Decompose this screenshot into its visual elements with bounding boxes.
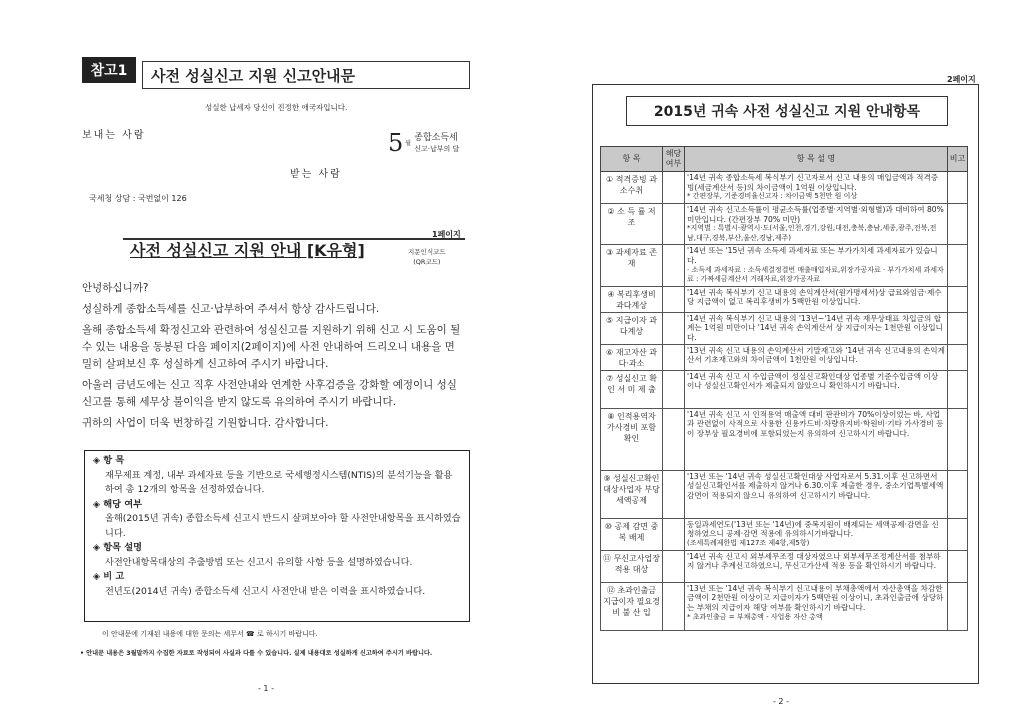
- item-name: ④ 복리후생비 과다계상: [601, 286, 663, 312]
- logo-line1: 종합소득세: [414, 132, 458, 143]
- paragraph: 귀하의 사업이 더욱 번창하길 기원합니다. 감사합니다.: [82, 417, 329, 429]
- item-desc: '14년 귀속 종합소득세 복식부기 신고자로서 신고 내용의 매입금액과 적격증빙(세금계산서 등)의 차이금액이 1억원 이상입니다.: [687, 173, 939, 192]
- note-cell: [948, 245, 968, 286]
- legend-heading: ◈ 비 고: [93, 571, 125, 582]
- sender-label: 보내는 사람: [82, 130, 146, 141]
- page-number: - 1 -: [258, 684, 274, 693]
- item-name: ⑨ 성실신고확인 대상사업자 부당세액공제: [601, 470, 663, 518]
- tagline: 성실한 납세자 당신이 진정한 애국자입니다.: [205, 103, 348, 112]
- item-desc-cell: [685, 286, 948, 312]
- item-name: ⑥ 재고자산 과다·과소: [601, 344, 663, 370]
- item-name: ③ 과세자료 존 재: [601, 245, 663, 286]
- table-row: [601, 245, 968, 286]
- note-cell: [948, 582, 968, 630]
- item-desc-cell: [685, 204, 948, 245]
- applies-cell: [663, 286, 685, 312]
- page2-title: 2015년 귀속 사전 성실신고 지원 안내항목: [626, 96, 948, 126]
- logo-line2: 신고·납부의 달: [414, 144, 460, 153]
- item-note: * 초과인출금 = 부채총액 - 사업용 자산 총액: [687, 612, 823, 621]
- item-note: * 간편장부, 기준경비율신고자 : 차이금액 5천만 원 이상: [687, 192, 858, 201]
- item-note: · 소득세 과세자료 : 소득세결정결번 매출매입자료,위장가공자료 · 부가가치세 과세자료 : 가짜세금계산서 거래자료,위장가공자료: [687, 265, 944, 284]
- header-applies: 해당 여부: [663, 147, 685, 172]
- item-desc: '13년 귀속 신고 내용의 손익계산서 기말재고와 '14년 귀속 신고내용의 손익계산서 기초재고와의 차이금액이 1천만원 이상입니다.: [687, 345, 945, 365]
- note-cell: [948, 204, 968, 245]
- tax-month-logo: [388, 131, 459, 155]
- table-row: [601, 286, 968, 312]
- item-name: ⑦ 성실신고 확 인 서 미 제 출: [601, 370, 663, 408]
- consult-info: 국세청 상담 : 국번없이 126: [89, 194, 187, 203]
- applies-cell: [663, 408, 685, 470]
- item-desc-cell: [685, 344, 948, 370]
- applies-cell: [663, 312, 685, 344]
- item-note: *지역별 : 특별시·광역시·도(서울,인천,경기,강원,대전,충북,충남,세종,광주,전북,전남,대구,경북,부산,울산,경남,제주): [687, 224, 937, 242]
- item-desc: '14년 귀속 신고 시 수입금액이 성실신고확인대상 업종별 기준수입금액 이상이나 성실신고확인서가 제출되지 않았으니 확인하시기 바랍니다.: [687, 371, 939, 391]
- qr-line2: (QR코드): [413, 258, 441, 266]
- applies-cell: [663, 370, 685, 408]
- legend-heading: ◈ 항 목: [93, 455, 125, 466]
- item-name: ⑫ 초과인출금 지급이자 필요경비 불 산 입: [601, 582, 663, 630]
- item-desc-cell: [685, 582, 948, 630]
- item-name: ① 적격증빙 과소수취: [601, 172, 663, 204]
- reference-tag: 참고1: [82, 57, 136, 83]
- warning-note: • 안내문 내용은 3월말까지 수집한 자료로 작성되어 사실과 다를 수 있습니다. 실제 내용대로 성실하게 신고하여 주시기 바랍니다.: [80, 650, 433, 657]
- header-item: 항 목: [601, 147, 663, 172]
- table-row: [601, 470, 968, 518]
- item-desc-cell: [685, 172, 948, 204]
- note-cell: [948, 312, 968, 344]
- table-row: [601, 172, 968, 204]
- item-desc-cell: [685, 470, 948, 518]
- table-row: [601, 344, 968, 370]
- qr-code-label: [408, 247, 446, 267]
- table-row: [601, 582, 968, 630]
- reference-title: 사전 성실신고 지원 신고안내문: [142, 61, 470, 89]
- applies-cell: [663, 550, 685, 582]
- header-desc: 항 목 설 명: [685, 147, 948, 172]
- item-desc: '14년 귀속 복식부기 신고 내용의 손익계산서(원가명세서)상 급료와임금·제수당 지급액이 없고 복리후생비가 5백만원 이상입니다.: [687, 287, 942, 307]
- table-row: [601, 204, 968, 245]
- note-cell: [948, 408, 968, 470]
- item-desc-cell: [685, 370, 948, 408]
- notice-body: [82, 280, 462, 436]
- logo-month: 월: [405, 139, 412, 147]
- notice-title: 사전 성실신고 지원 안내 [K유형]: [130, 241, 365, 260]
- applies-cell: [663, 344, 685, 370]
- qr-line1: 지문인식코드: [408, 248, 446, 256]
- note-cell: [948, 370, 968, 408]
- item-name: ⑩ 공제 감면 중복 배제: [601, 518, 663, 550]
- item-desc: '14년 귀속 신고시 외부세무조정 대상자였으나 외부세무조정계산서를 첨부하지 않거나 추계신고하였으니, 무신고가산세 적용 등을 확인하시기 바랍니다.: [687, 551, 941, 571]
- items-table: [600, 146, 968, 631]
- note-cell: [948, 518, 968, 550]
- note-cell: [948, 470, 968, 518]
- item-desc-cell: [685, 518, 948, 550]
- applies-cell: [663, 582, 685, 630]
- table-row: [601, 312, 968, 344]
- item-desc-cell: [685, 245, 948, 286]
- note-cell: [948, 550, 968, 582]
- page2-label: 2페이지: [947, 75, 976, 84]
- paragraph: 성실하게 종합소득세를 신고·납부하여 주셔서 항상 감사드립니다.: [82, 303, 380, 315]
- legend-box: [84, 450, 470, 622]
- applies-cell: [663, 204, 685, 245]
- header-note: 비고: [948, 147, 968, 172]
- item-desc: 동일과세연도('13년 또는 '14년)에 중복지원이 배제되는 세액공제·감면을 신청하였으니 공제·감면 적용에 유의하시기바랍니다.: [687, 519, 939, 539]
- legend-heading: ◈ 항목 설명: [93, 542, 142, 553]
- item-desc-cell: [685, 550, 948, 582]
- item-name: ⑤ 지급이자 과다계상: [601, 312, 663, 344]
- logo-number: 5: [388, 129, 404, 157]
- item-desc: '13년 또는 '14년 귀속 복식부기 신고내용이 부채총액에서 자산총액을 차감한 금액이 2천만원 이상이고 지급이자가 5백만원 이상이니, 초과인출금에 상당하는 부채의 지급이자 해당 여부를 확인하시기 바랍니다.: [687, 583, 944, 612]
- page-number: - 2 -: [773, 697, 789, 706]
- item-desc: '14년 귀속 복식부기 신고 내용의 '13년~'14년 귀속 재무상태표 차입금의 합계는 1억원 미만이나 '14년 귀속 손익계산서 상 지급이자는 1천만원 이상입니다.: [687, 313, 943, 342]
- applies-cell: [663, 470, 685, 518]
- applies-cell: [663, 172, 685, 204]
- item-name: ⑧ 인적용역자 가사경비 포함 확인: [601, 408, 663, 470]
- item-desc-cell: [685, 312, 948, 344]
- contact-line: 이 안내문에 기재된 내용에 대한 문의는 세무서 ☎ 로 하시기 바랍니다.: [102, 630, 318, 638]
- applies-cell: [663, 518, 685, 550]
- page1-label: 1페이지: [432, 230, 461, 239]
- item-desc: '14년 귀속 신고 시 인적용역 매출액 대비 판관비가 70%이상이었는 바, 사업과 관련없이 사적으로 사용한 신용카드비·차량유지비·학원비·기타 가사경비 등이 장부상 필요경비에 포함되었는지 유의하여 신고하시기 바랍니다.: [687, 409, 944, 438]
- item-desc: '14년 귀속 신고소득률이 평균소득률(업종별·지역별·외형별)과 대비하여 80% 미만입니다. (간편장부 70% 미만): [687, 205, 944, 224]
- paragraph: 아울러 금년도에는 신고 직후 사전안내와 연계한 사후검증을 강화할 예정이니 성실신고를 통해 세무상 불이익을 받지 않도록 유의하여 주시기 바랍니다.: [82, 379, 457, 408]
- item-desc: '13년 또는 '14년 귀속 성실신고확인대상 사업자로서 5.31.이후 신고하면서 성실신고확인서를 제출하지 않거나 6.30.이후 제출한 경우, 중소기업특별세액감면이 적용되지 않으니 유의하여 신고하시기 바랍니다.: [687, 471, 944, 500]
- table-row: [601, 370, 968, 408]
- legend-desc: 사전안내항목대상의 추출방법 또는 신고시 유의할 사항 등을 설명하였습니다.: [105, 556, 413, 568]
- legend-heading: ◈ 해당 여부: [93, 498, 142, 510]
- paragraph: 올해 종합소득세 확정신고와 관련하여 성실신고를 지원하기 위해 신고 시 도움이 될 수 있는 내용을 동봉된 다음 페이지(2페이지)에 사전 안내하여 드리오니 내용을 면밀히 살펴보신 후 성실하게 신고하여 주시기 바랍니다.: [82, 324, 461, 370]
- table-row: [601, 550, 968, 582]
- note-cell: [948, 172, 968, 204]
- paragraph: 안녕하십니까?: [82, 282, 149, 294]
- item-desc-cell: [685, 408, 948, 470]
- table-row: [601, 408, 968, 470]
- note-cell: [948, 286, 968, 312]
- table-row: [601, 518, 968, 550]
- applies-cell: [663, 245, 685, 286]
- table-header-row: [601, 147, 968, 172]
- receiver-label: 받는 사람: [290, 169, 342, 180]
- legend-desc: 재무제표 계정, 내부 과세자료 등을 기반으로 국세행정시스템(NTIS)의 분석기능을 활용하여 총 12개의 항목을 선정하였습니다.: [105, 469, 453, 495]
- legend-desc: 전년도(2014년 귀속) 종합소득세 신고시 사전안내 받은 이력을 표시하였습니다.: [105, 585, 426, 597]
- note-cell: [948, 344, 968, 370]
- legend-desc: 올해(2015년 귀속) 종합소득세 신고시 반드시 살펴보아야 할 사전안내항목을 표시하였습니다.: [105, 513, 461, 539]
- item-desc: '14년 또는 '15년 귀속 소득세 과세자료 또는 부가가치세 과세자료가 있습니다.: [687, 246, 938, 265]
- item-name: ⑪ 무신고사업장 적용 대상: [601, 550, 663, 582]
- item-note: (조세특례제한법 제127조 제4항,제5항): [687, 538, 810, 547]
- item-name: ② 소 득 률 저 조: [601, 204, 663, 245]
